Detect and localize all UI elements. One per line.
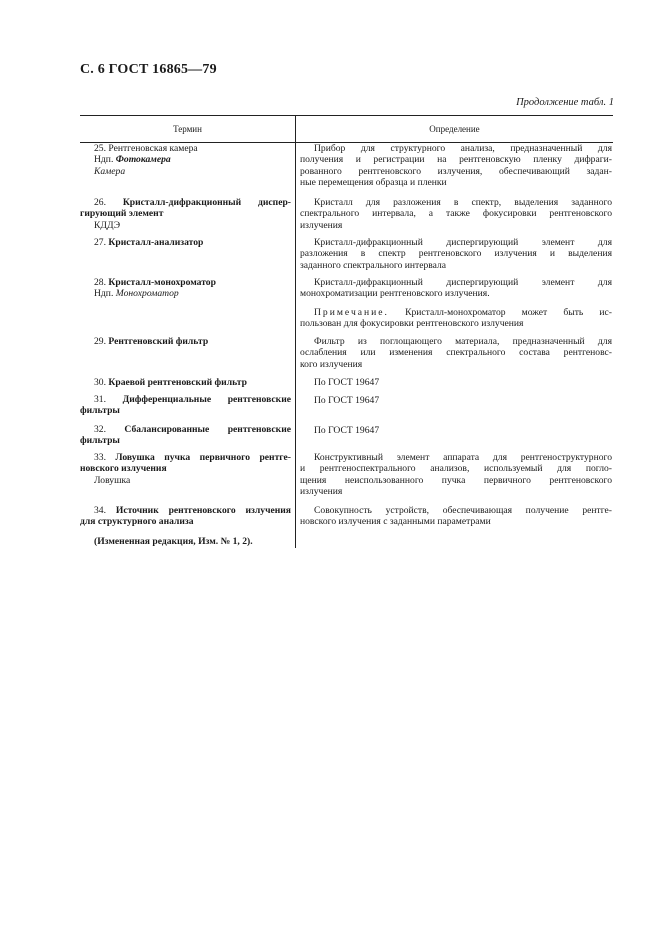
definition-30: По ГОСТ 19647: [314, 377, 380, 388]
definition-31: По ГОСТ 19647: [314, 395, 380, 406]
definition-29: Фильтр из поглощающего материала, предназначенный для ослабления или изменения спектрального состава рентгеновс- кого излучения: [300, 336, 612, 370]
definition-27: Кристалл-дифракционный диспергирующий элемент для разложения в спектр рентгеновского излучения и выделения заданного спектрального интервала: [300, 237, 612, 271]
column-header-term: Термин: [173, 124, 202, 134]
table-continuation-label: Продолжение табл. 1: [516, 97, 614, 108]
column-header-definition: Определение: [429, 124, 480, 134]
definition-26: Кристалл для разложения в спектр, выделения заданного спектрального интервала, а также фокусировки рентгеновского излучения: [300, 197, 612, 231]
column-divider: [295, 115, 296, 548]
terms-table: [80, 115, 613, 548]
page-header: С. 6 ГОСТ 16865—79: [80, 62, 217, 77]
amendment-note: (Измененная редакция, Изм. № 1, 2).: [94, 536, 253, 547]
term-28: 28. Кристалл-монохроматор Ндп. Монохроматор: [94, 277, 216, 300]
term-30: 30. Краевой рентгеновский фильтр: [94, 377, 247, 388]
term-32: 32. Сбалансированные рентгеновские фильтры: [80, 424, 291, 447]
definition-33: Конструктивный элемент аппарата для рентгеноструктурного и рентгеноспектрального анализов, используемый для погло- щения неиспользованного пучка первичного рентгеновского излучения: [300, 452, 612, 498]
definition-34: Совокупность устройств, обеспечивающая получение рентге- новского излучения с заданными параметрами: [300, 505, 612, 528]
term-33: 33. Ловушка пучка первичного рентге- новского излучения Ловушка: [80, 452, 291, 486]
definition-25: Прибор для структурного анализа, предназначенный для получения и регистрации на рентгеновскую пленку дифраги- рованного рентгеновского излучения, обеспечивающий задан- ные перемещения образца и пленки: [300, 143, 612, 189]
table-top-rule: [80, 115, 613, 116]
definition-28: Кристалл-дифракционный диспергирующий элемент для монохроматизации рентгеновского излучения.: [300, 277, 612, 300]
term-26: 26. Кристалл-дифракционный диспер- гирующий элемент КДДЭ: [80, 197, 291, 231]
term-29: 29. Рентгеновский фильтр: [94, 336, 209, 347]
term-31: 31. Дифференциальные рентгеновские фильтры: [80, 394, 291, 417]
term-34: 34. Источник рентгеновского излучения для структурного анализа: [80, 505, 292, 528]
term-27: 27. Кристалл-анализатор: [94, 237, 204, 248]
note-28: Примечание. Кристалл-монохроматор может быть ис- пользован для фокусировки рентгеновского излучения: [300, 307, 612, 330]
term-25: 25. Рентгеновская камера Ндп. Фотокамера Камера: [94, 143, 198, 177]
definition-32: По ГОСТ 19647: [314, 425, 380, 436]
